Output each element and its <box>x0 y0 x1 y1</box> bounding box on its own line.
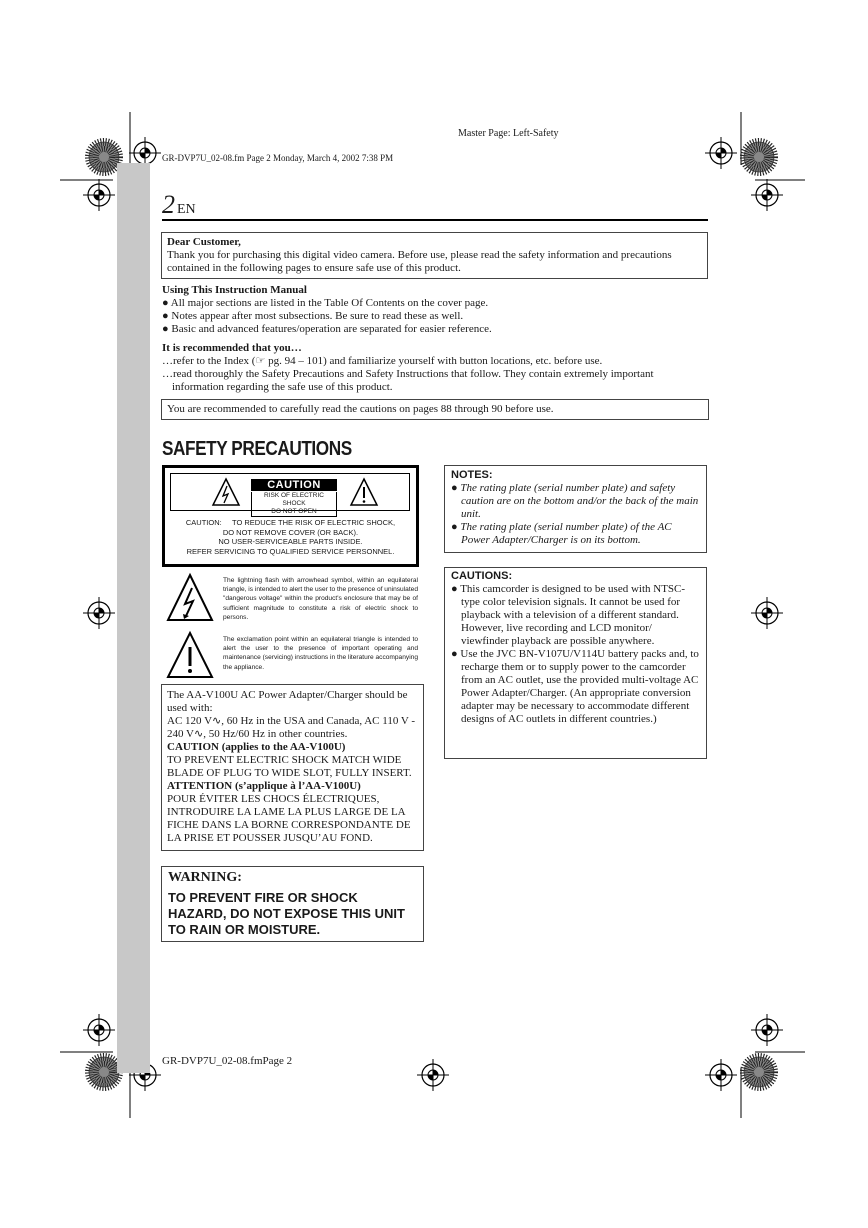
adapter-caution-body: TO PREVENT ELECTRIC SHOCK MATCH WIDE BLADE OF PLUG TO WIDE SLOT, FULLY INSERT. <box>167 754 412 779</box>
warning-body: TO PREVENT FIRE OR SHOCK HAZARD, DO NOT EXPOSE THIS UNIT TO RAIN OR MOISTURE. <box>168 890 405 937</box>
list-item: ● The rating plate (serial number plate) of the AC Power Adapter/Charger is on its bottom. <box>451 521 672 546</box>
recommended-section <box>162 342 708 394</box>
using-manual-title: Using This Instruction Manual <box>162 284 307 296</box>
list-item: …read thoroughly the Safety Precautions and Safety Instructions that follow. They contain extremely important information regarding the safe use of this product. <box>162 368 654 393</box>
warning-box <box>161 866 424 942</box>
file-info: GR-DVP7U_02-08.fm Page 2 Monday, March 4, 2002 7:38 PM <box>162 153 394 163</box>
header-rule <box>162 219 708 221</box>
list-item: ● Notes appear after most subsections. Be sure to read these as well. <box>162 310 464 322</box>
lightning-triangle-icon <box>166 572 214 624</box>
list-item: ● Use the JVC BN-V107U/V114U battery packs and, to recharge them or to supply power to the camcorder from an AC outlet, use the provided multi-voltage AC Power Adapter/Charger. (An appropriate conversion adapter may be necessary to accommodate different designs of AC outlets in different countries.) <box>451 648 699 725</box>
section-title: SAFETY PRECAUTIONS <box>162 438 352 460</box>
list-item: ● All major sections are listed in the Table Of Contents on the cover page. <box>162 297 489 309</box>
adapter-attention-body: POUR ÉVITER LES CHOCS ÉLECTRIQUES, INTRODUIRE LA LAME LA PLUS LARGE DE LA FICHE DANS LA BORNE CORRESPONDANTE DE LA PRISE ET POUSSER JUSQU’AU FOND. <box>167 793 411 844</box>
cautions-box <box>444 567 707 759</box>
adapter-attention-heading: ATTENTION (s’applique à l’AA-V100U) <box>167 780 361 792</box>
caution-label-text: CAUTION: TO REDUCE THE RISK OF ELECTRIC SHOCK, DO NOT REMOVE COVER (OR BACK). NO USER-SERVICEABLE PARTS INSIDE. REFER SERVICING TO QUALIFIED SERVICE PERSONNEL. <box>185 518 396 556</box>
notes-title: NOTES: <box>451 469 493 481</box>
recommendation-box: You are recommended to carefully read the cautions on pages 88 through 90 before use. <box>161 399 709 420</box>
adapter-caution-heading: CAUTION (applies to the AA-V100U) <box>167 741 346 753</box>
using-manual-section <box>162 284 708 336</box>
warning-title: WARNING: <box>168 870 242 885</box>
cautions-title: CAUTIONS: <box>451 570 513 582</box>
notes-box <box>444 465 707 553</box>
footer-file-info: GR-DVP7U_02-08.fmPage 2 <box>162 1055 293 1067</box>
caution-label-top <box>170 473 410 515</box>
page-number-value: 2 <box>162 190 175 219</box>
exclamation-symbol-text: The exclamation point within an equilateral triangle is intended to alert the user to the presence of important operating and maintenance (servicing) instructions in the literature accompanying the appliance. <box>223 636 418 671</box>
dear-customer-title: Dear Customer, <box>167 236 241 248</box>
dear-customer-body: Thank you for purchasing this digital video camera. Before use, please read the safety information and precautions contained in the following pages to ensure safe use of this product. <box>167 249 672 274</box>
page-language: EN <box>177 202 196 217</box>
lightning-symbol-text: The lightning flash with arrowhead symbol, within an equilateral triangle, is intended to alert the user to the presence of uninsulated "dangerous voltage" within the product's enclosure that may be of sufficient magnitude to constitute a risk of electric shock to persons. <box>223 577 419 621</box>
caution-tag: CAUTION RISK OF ELECTRIC SHOCK DO NOT OPEN <box>251 479 337 517</box>
margin-bar <box>117 163 150 1073</box>
list-item: ● Basic and advanced features/operation are separated for easier reference. <box>162 323 492 335</box>
list-item: …refer to the Index (☞ pg. 94 – 101) and familiarize yourself with button locations, etc. before use. <box>162 355 603 367</box>
lightning-triangle-icon <box>211 477 241 507</box>
ac-adapter-box <box>161 684 424 851</box>
recommended-title: It is recommended that you… <box>162 342 302 354</box>
list-item: ● The rating plate (serial number plate) and safety caution are on the bottom and/or the back of the main unit. <box>451 482 699 520</box>
master-page-label: Master Page: Left-Safety <box>458 128 559 139</box>
caution-label-panel <box>162 465 419 567</box>
dear-customer-box <box>161 232 708 279</box>
list-item: ● This camcorder is designed to be used with NTSC-type color television signals. It cannot be used for playback with a television of a different standard. However, live recording and LCD monitor/ viewfinder playback are possible anywhere. <box>451 583 686 647</box>
exclamation-triangle-icon <box>349 477 379 507</box>
adapter-line-1: The AA-V100U AC Power Adapter/Charger should be used with: <box>167 689 408 714</box>
adapter-line-2: AC 120 V∿, 60 Hz in the USA and Canada, AC 110 V - 240 V∿, 50 Hz/60 Hz in other countries. <box>167 715 416 740</box>
exclamation-triangle-icon <box>166 630 214 680</box>
